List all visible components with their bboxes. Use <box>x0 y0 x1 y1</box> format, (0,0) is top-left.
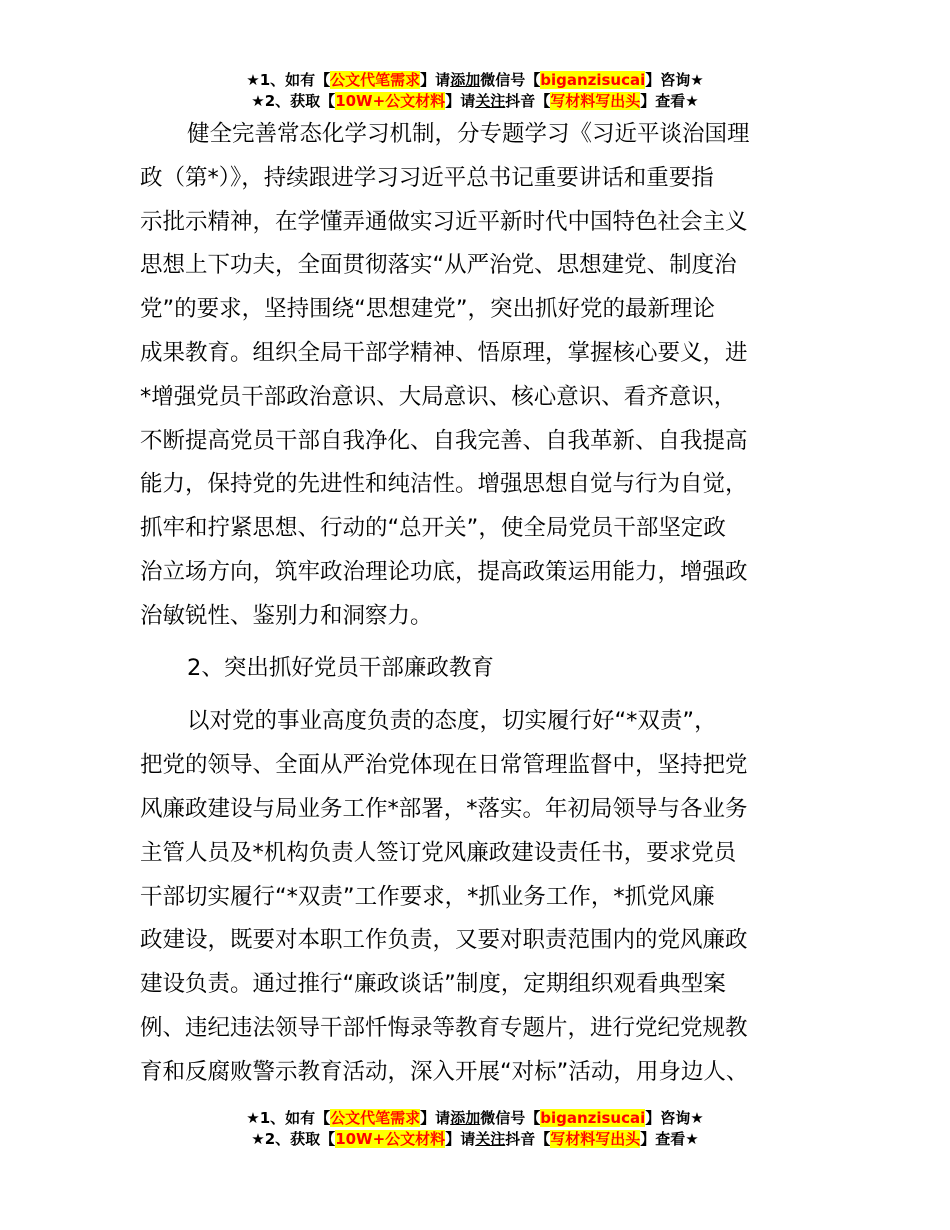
banner-row-1 <box>0 70 950 91</box>
text-line: 风廉政建设与局业务工作*部署，*落实。年初局领导与各业务 <box>140 795 748 822</box>
banner-highlight: 公文代笔需求 <box>330 71 421 89</box>
footer-banner <box>0 1108 950 1150</box>
document-body <box>140 113 820 1095</box>
banner-text: ★2、获取【 <box>251 1130 336 1148</box>
banner-highlight: 写材料写出头 <box>550 92 641 110</box>
banner-text: 】咨询★ <box>645 1109 704 1127</box>
text-line: 把党的领导、全面从严治党体现在日常管理监督中，坚持把党 <box>140 752 748 779</box>
text-line: 不断提高党员干部自我净化、自我完善、自我革新、自我提高 <box>140 427 748 454</box>
text-line: 治敏锐性、鉴别力和洞察力。 <box>140 602 433 629</box>
banner-row-1 <box>0 1108 950 1129</box>
banner-text: ★1、如有【 <box>246 71 331 89</box>
banner-underline: 添加 <box>450 71 481 89</box>
text-line: 例、违纪违法领导干部忏悔录等教育专题片，进行党纪党规教 <box>140 1014 748 1041</box>
text-line: 治立场方向，筑牢政治理论功底，提高政策运用能力，增强政 <box>140 558 748 585</box>
banner-text: 】咨询★ <box>645 71 704 89</box>
text-line: 能力，保持党的先进性和纯洁性。增强思想自觉与行为自觉， <box>140 471 748 498</box>
text-line: 抓牢和拧紧思想、行动的“总开关”，使全局党员干部坚定政 <box>140 515 726 542</box>
paragraph-2 <box>140 700 820 1094</box>
banner-row-2 <box>0 91 950 112</box>
banner-text: 】请 <box>420 71 451 89</box>
section-heading: 2、突出抓好党员干部廉政教育 <box>187 654 494 681</box>
banner-text: 微信号【 <box>480 1109 541 1127</box>
text-line: 干部切实履行“*双责”工作要求，*抓业务工作，*抓党风廉 <box>140 883 715 910</box>
text-line: 主管人员及*机构负责人签订党风廉政建设责任书，要求党员 <box>140 839 737 866</box>
banner-underline: 关注 <box>475 92 506 110</box>
banner-highlight: 公文代笔需求 <box>330 1109 421 1127</box>
banner-highlight: biganzisucai <box>540 1109 646 1127</box>
text-line: 思想上下功夫，全面贯彻落实“从严治党、思想建党、制度治 <box>140 252 737 279</box>
header-banner <box>0 70 950 112</box>
text-line: 育和反腐败警示教育活动，深入开展“对标”活动，用身边人、 <box>140 1058 749 1085</box>
banner-row-2 <box>0 1129 950 1150</box>
banner-text: 】查看★ <box>640 1130 699 1148</box>
banner-highlight: 10W+公文材料 <box>335 92 446 110</box>
banner-highlight: 写材料写出头 <box>550 1130 641 1148</box>
text-line: 健全完善常态化学习机制，分专题学习《习近平谈治国理 <box>187 121 750 147</box>
text-line: 党”的要求，坚持围绕“思想建党”，突出抓好党的最新理论 <box>140 296 715 323</box>
text-line: 政建设，既要对本职工作负责，又要对职责范围内的党风廉政 <box>140 927 748 954</box>
banner-highlight: 10W+公文材料 <box>335 1130 446 1148</box>
text-line: 政（第*）》，持续跟进学习习近平总书记重要讲话和重要指 <box>140 164 714 191</box>
text-line: 建设负责。通过推行“廉政谈话”制度，定期组织观看典型案 <box>140 971 726 998</box>
banner-text: ★2、获取【 <box>251 92 336 110</box>
paragraph-1 <box>140 113 820 639</box>
banner-text: 抖音【 <box>505 92 551 110</box>
banner-text: 】请 <box>445 1130 476 1148</box>
text-line: 成果教育。组织全局干部学精神、悟原理，掌握核心要义，进 <box>140 339 748 366</box>
banner-text: 】请 <box>420 1109 451 1127</box>
banner-text: ★1、如有【 <box>246 1109 331 1127</box>
banner-text: 微信号【 <box>480 71 541 89</box>
text-line: *增强党员干部政治意识、大局意识、核心意识、看齐意识， <box>140 383 737 410</box>
banner-underline: 关注 <box>475 1130 506 1148</box>
banner-highlight: biganzisucai <box>540 71 646 89</box>
banner-text: 】查看★ <box>640 92 699 110</box>
text-line: 示批示精神，在学懂弄通做实习近平新时代中国特色社会主义 <box>140 208 748 235</box>
banner-underline: 添加 <box>450 1109 481 1127</box>
banner-text: 】请 <box>445 92 476 110</box>
text-line: 以对党的事业高度负责的态度，切实履行好“*双责”， <box>187 708 717 735</box>
banner-text: 抖音【 <box>505 1130 551 1148</box>
